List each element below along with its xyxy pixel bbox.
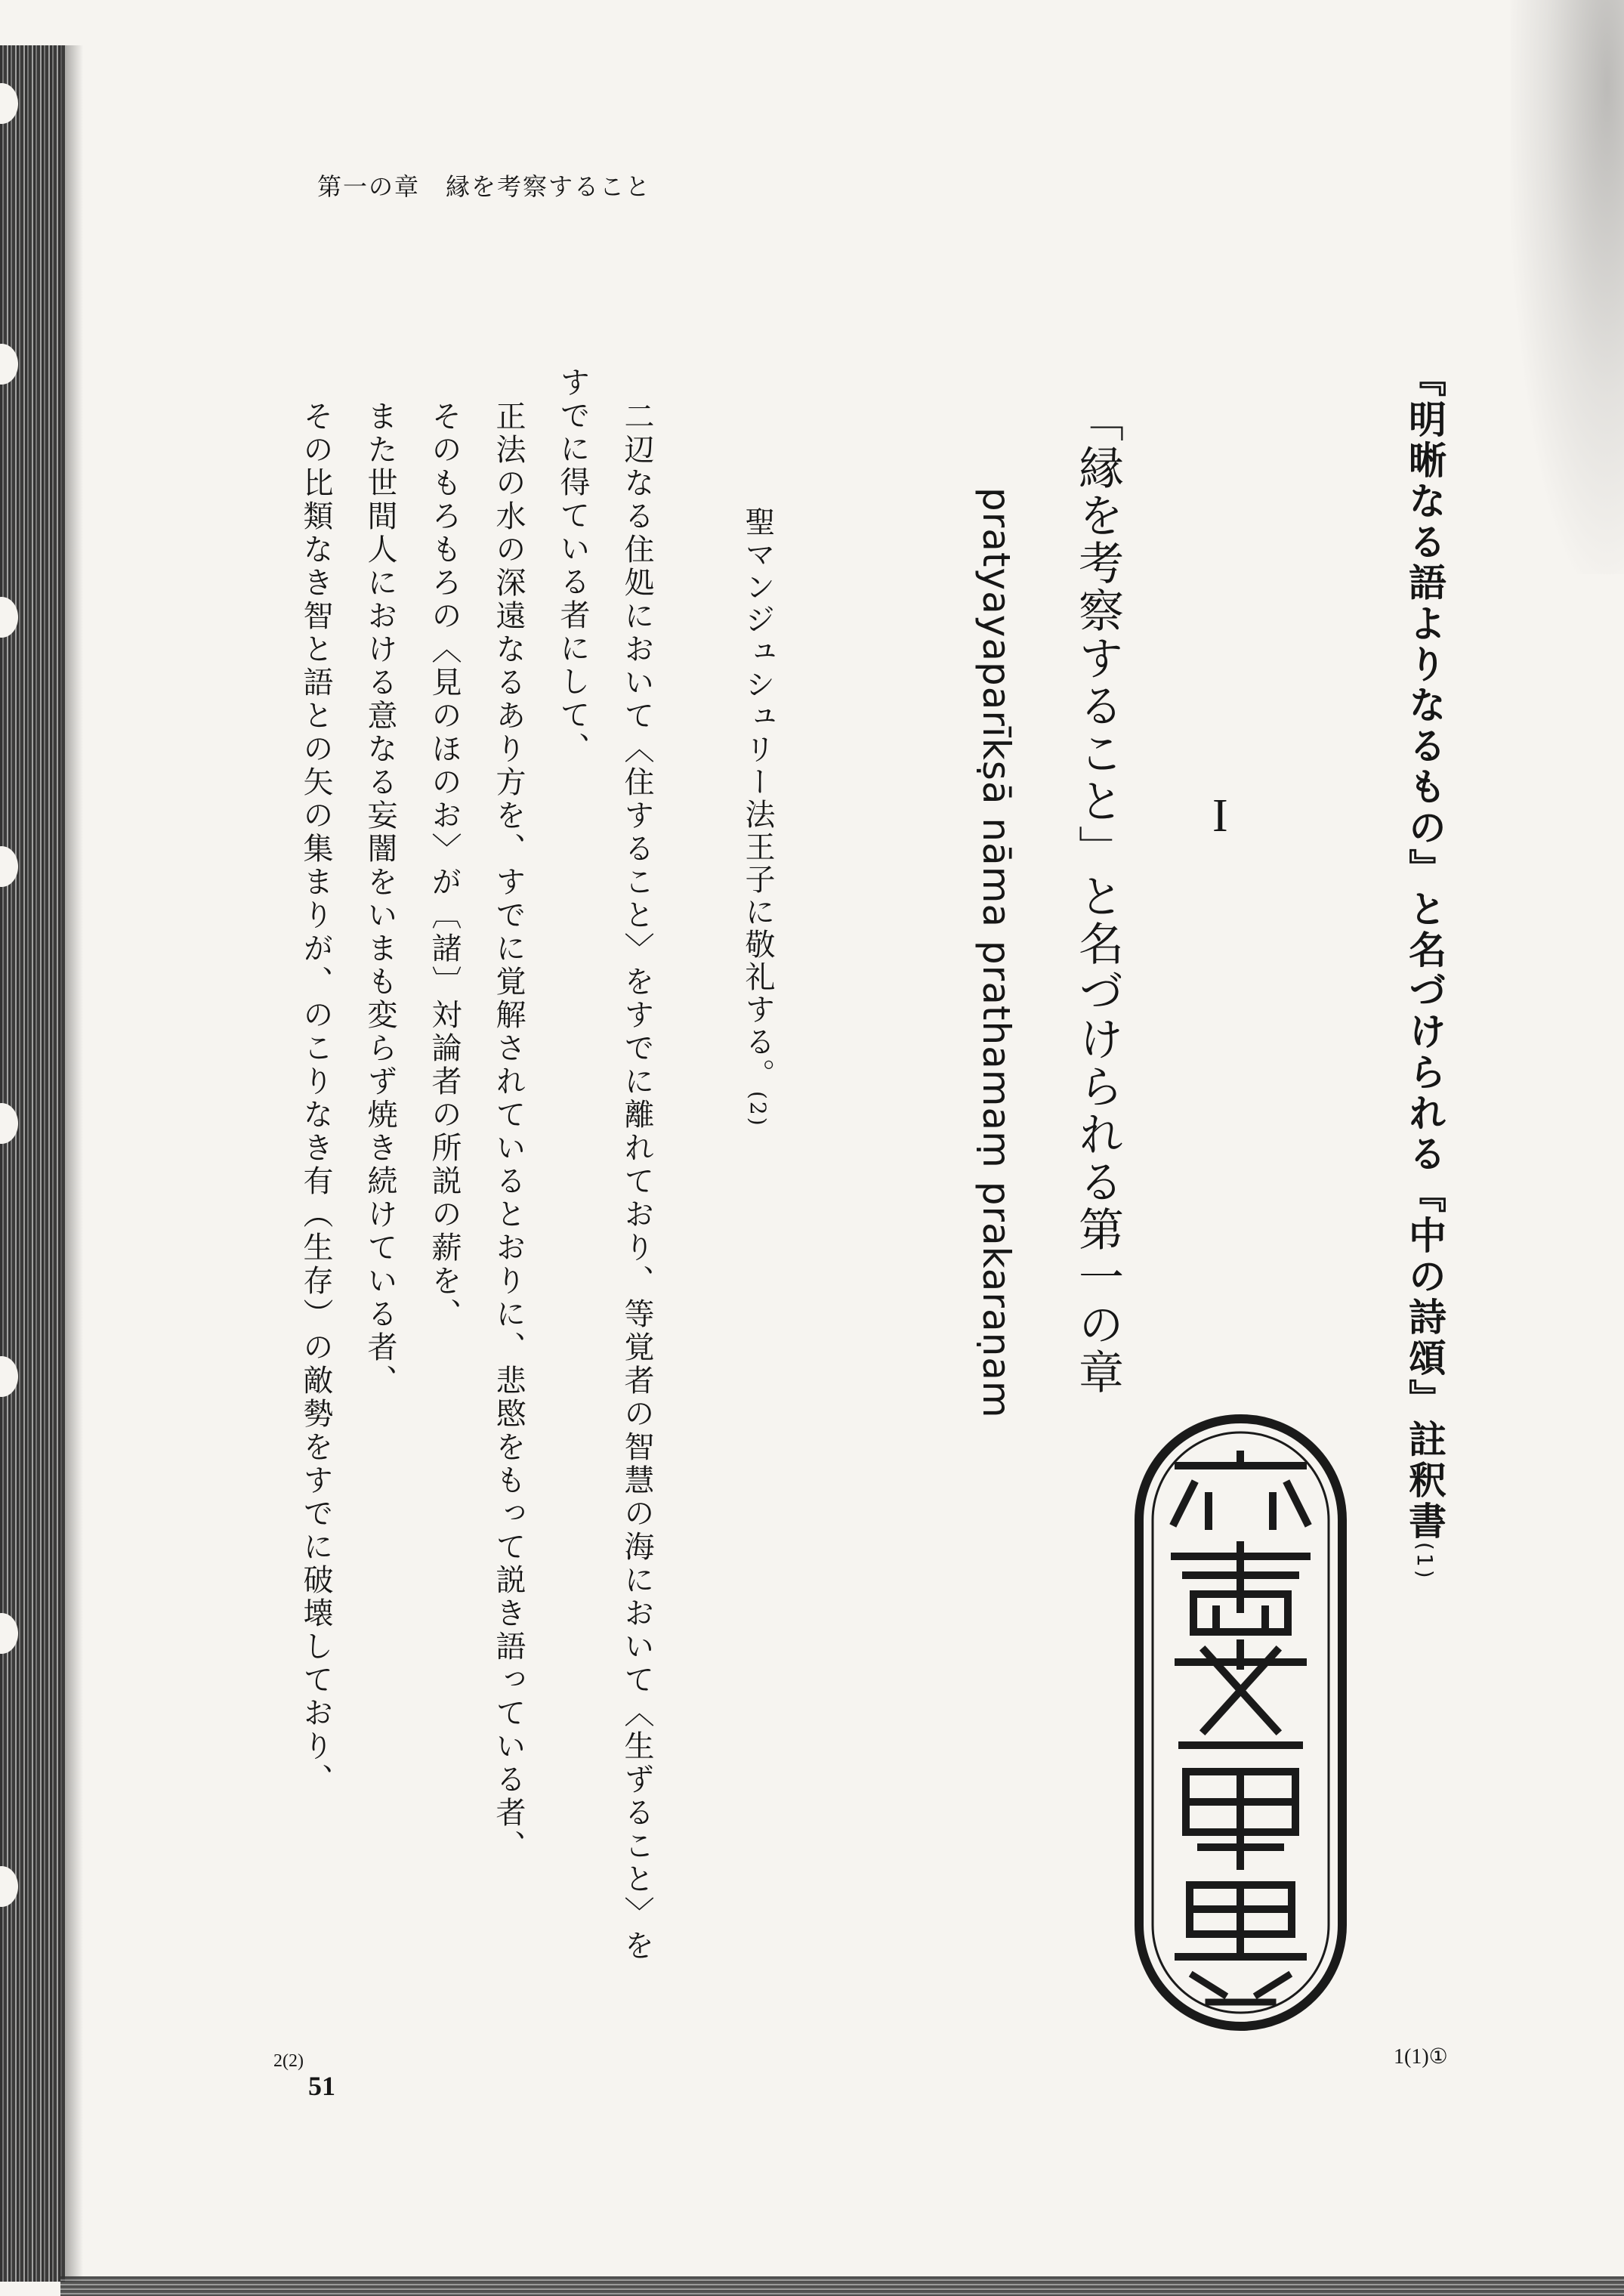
sanskrit-chapter-title: pratyayaparīkṣā nāma prathamaṃ prakaraṇam	[974, 487, 1018, 1419]
chapter-number: I	[1212, 790, 1228, 842]
verse-line: その比類なき智と語との矢の集まりが、のこりなき有（生存）の敵勢をすでに破壊しており、	[298, 400, 333, 1797]
verse-line: すでに得ている者にして、	[555, 366, 590, 765]
running-head: 第一の章 縁を考察すること	[317, 172, 652, 201]
homage-line	[736, 506, 780, 1128]
verse-line: そのもろもろの〈見のほのお〉が〔諸〕対論者の所説の薪を、	[427, 400, 462, 1331]
book-title-text: 『明晰なる語よりなるもの』と名づけられる『中の詩頌』註釈書	[1403, 359, 1446, 1542]
scan-bottom-edge	[60, 2276, 1624, 2296]
verse-line: 正法の水の深遠なるあり方を、すでに覚解されているとおりに、悲愍をもって説き語っている者、	[491, 400, 526, 1863]
folio-reference-right: 1(1)①	[1394, 2045, 1448, 2069]
page-number: 51	[308, 2071, 335, 2101]
book-title-note-ref: (1)	[1413, 1542, 1437, 1581]
homage-note-ref: (2)	[746, 1091, 770, 1128]
book-title	[1397, 359, 1452, 1581]
verse-line: また世間人における意なる妄闇をいまも変らず焼き続けている者、	[363, 400, 397, 1398]
scan-smudge	[1511, 0, 1624, 574]
chapter-title: 「縁を考察すること」と名づけられる第一の章	[1071, 397, 1124, 1396]
verse-line: 二辺なる住処において〈住すること〉をすでに離れており、等覚者の智慧の海において〈生ずること〉を	[619, 400, 654, 1963]
folio-reference-left: 2(2)	[273, 2051, 304, 2071]
homage-text: 聖マンジュシュリー法王子に敬礼する。	[740, 506, 775, 1091]
scan-binding-shadow	[60, 45, 83, 2282]
library-seal-stamp	[1133, 1413, 1348, 2032]
